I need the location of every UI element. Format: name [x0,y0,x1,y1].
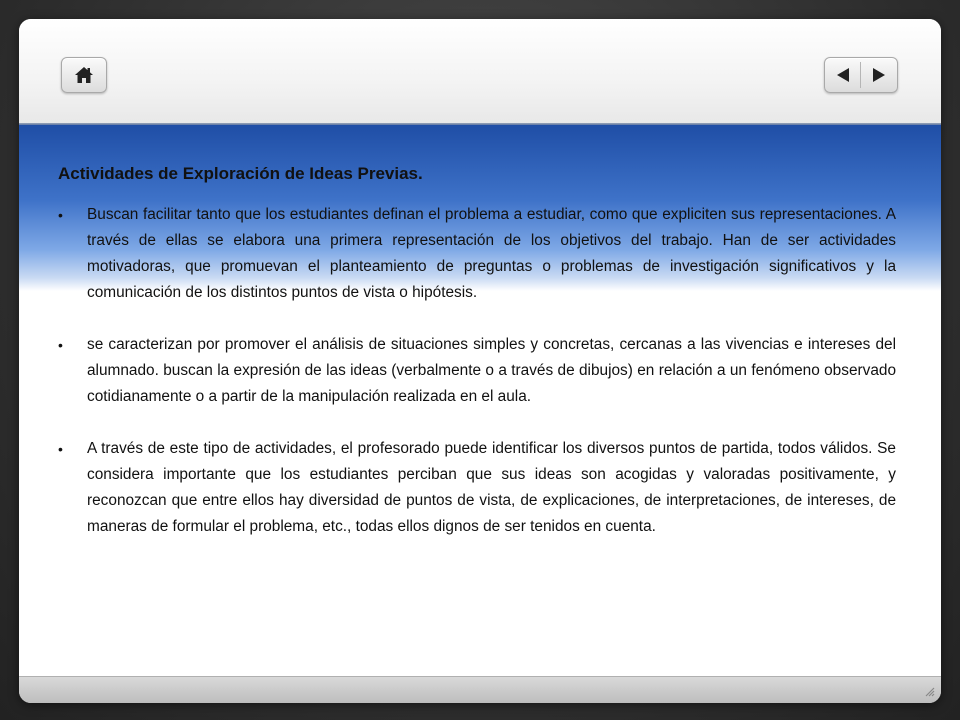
home-button[interactable] [61,57,107,93]
resize-grip-icon [923,685,935,697]
bullet-item [58,436,896,540]
bullet-dot: • [58,441,63,457]
bottom-bar [19,676,941,703]
slide-title: Actividades de Exploración de Ideas Previas. [58,164,423,183]
bullet-text: se caracterizan por promover el análisis de situaciones simples y concretas, cercanas a las vivencias e intereses del alumnado. buscan la expresión de las ideas (verbalmente o a través de dibujos) en relación a un fenómeno observado cotidianamente o a partir de la manipulación realizada en el aula. [87,336,896,405]
top-panel [19,19,941,125]
bullet-item [58,202,896,306]
bullet-text: Buscan facilitar tanto que los estudiantes definan el problema a estudiar, como que expliciten sus representaciones. A través de ellas se elabora una primera representación de los objetivos del trabajo. Han de ser actividades motivadoras, que promuevan el planteamiento de preguntas o problemas de investigación significativos y la comunicación de los distintos puntos de vista o hipótesis. [87,206,896,301]
bullet-dot: • [58,337,63,353]
previous-button[interactable] [825,58,860,92]
triangle-left-icon [836,67,850,83]
home-icon [74,65,94,85]
slide-content [58,164,896,566]
triangle-right-icon [872,67,886,83]
navigation-arrows [824,57,898,93]
bullet-text: A través de este tipo de actividades, el profesorado puede identificar los diversos puntos de partida, todos válidos. Se considera importante que los estudiantes perciban que sus ideas son acogidas y valoradas positivamente, y reconozcan que entre ellos hay diversidad de puntos de vista, de explicaciones, de interpretaciones, de intereses, de maneras de formular el problema, etc., todas ellos dignos de ser tenidos en cuenta. [87,440,896,535]
bullet-list [58,202,896,540]
bullet-item [58,332,896,410]
bullet-dot: • [58,207,63,223]
next-button[interactable] [861,58,896,92]
slide [19,19,941,703]
